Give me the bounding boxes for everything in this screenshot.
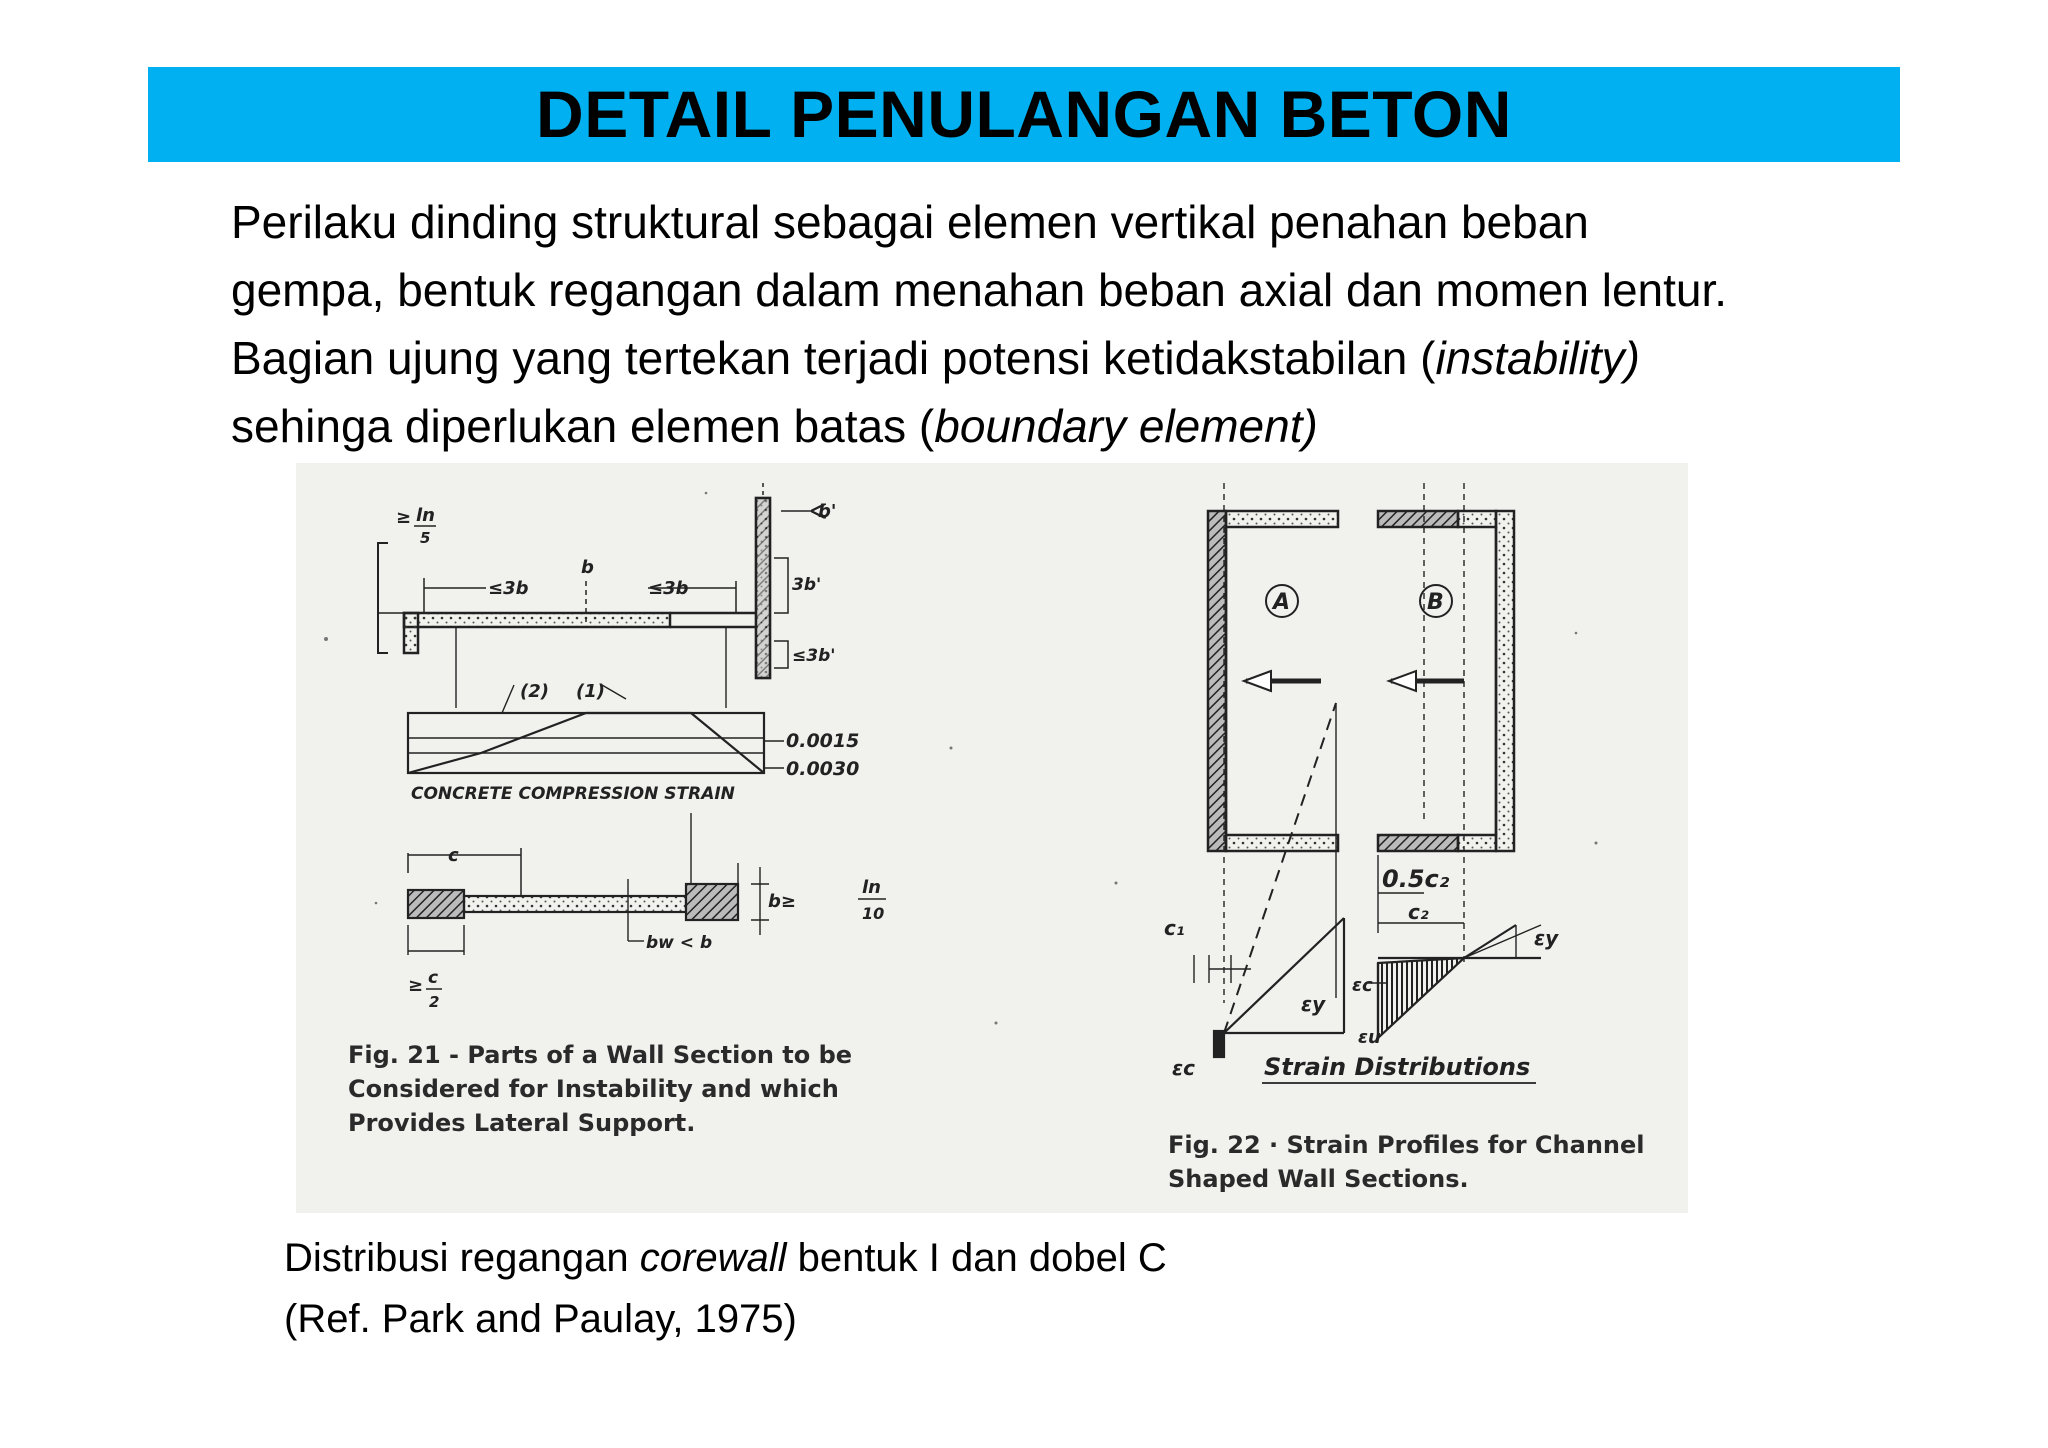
le3b-mid-label: ≤3b <box>648 578 689 599</box>
label-ey-right: εy <box>1534 926 1559 950</box>
label-1: (1) <box>576 681 605 702</box>
scan-noise <box>324 492 1598 1025</box>
intro-line-4-text: sehinga diperlukan elemen batas ( <box>231 400 935 452</box>
ln5-numerator: ln <box>416 505 435 526</box>
label-c2: c₂ <box>1408 900 1429 924</box>
fig22-caption-2: Shaped Wall Sections. <box>1168 1165 1469 1193</box>
label-ec-right: εc <box>1352 975 1373 996</box>
ln5-denominator: 5 <box>420 529 431 547</box>
fig21-wall-plan <box>378 483 811 678</box>
b-top-label: b <box>581 557 594 578</box>
svg-text:≥: ≥ <box>396 507 412 528</box>
label-05c2: 0.5c₂ <box>1382 865 1450 893</box>
fig21-caption-2: Considered for Instability and which <box>348 1075 839 1103</box>
bprime-label: b' <box>818 501 837 522</box>
ln10-numerator: ln <box>862 877 881 898</box>
boundary-element-term: boundary element) <box>934 400 1318 452</box>
instability-term: instability) <box>1435 332 1640 384</box>
fig21-wall-section <box>408 813 769 955</box>
intro-line-3-text: Bagian ujung yang tertekan terjadi potensi ketidakstabilan ( <box>231 332 1436 384</box>
fig22-labels-AB <box>1266 585 1452 924</box>
corewall-term: corewall <box>639 1236 787 1280</box>
label-eu: εu <box>1358 1027 1381 1048</box>
label-2: (2) <box>520 681 549 702</box>
fig21-strain-labels <box>411 681 859 804</box>
fig22-strain-profiles <box>1194 703 1541 1057</box>
c2-numerator: c <box>428 968 439 988</box>
caption-line-1-b: bentuk I dan dobel C <box>786 1236 1167 1280</box>
intro-line-1: Perilaku dinding struktural sebagai elemen vertikal penahan beban <box>231 196 1589 248</box>
bw-label: bw < b <box>646 933 713 953</box>
fig21-section-labels <box>408 845 886 1011</box>
label-ec-left: εc <box>1172 1056 1195 1080</box>
fig21-caption-3: Provides Lateral Support. <box>348 1109 696 1137</box>
c2-denominator: 2 <box>429 993 440 1011</box>
intro-paragraph <box>231 188 1911 460</box>
figure-caption <box>284 1228 1167 1350</box>
scanned-figure <box>296 463 1688 1213</box>
intro-line-4 <box>231 392 1911 460</box>
label-c1: c₁ <box>1164 916 1185 940</box>
label-A: A <box>1273 590 1291 615</box>
caption-line-1-a: Distribusi regangan <box>284 1236 640 1280</box>
svg-text:≥: ≥ <box>408 975 424 996</box>
ln10-denominator: 10 <box>862 904 885 923</box>
fig22-channel-walls <box>1208 483 1514 1003</box>
slide-title: DETAIL PENULANGAN BETON <box>536 77 1512 151</box>
le3b-left-label: ≤3b <box>488 578 529 599</box>
intro-line-3 <box>231 324 1911 392</box>
b-ge-label: b≥ <box>768 891 796 912</box>
le3bprime-label: ≤3b' <box>792 646 836 666</box>
concrete-strain-title: CONCRETE COMPRESSION STRAIN <box>411 784 735 804</box>
label-ey-left: εy <box>1301 992 1326 1016</box>
caption-reference: (Ref. Park and Paulay, 1975) <box>284 1297 797 1341</box>
figure-drawing <box>296 463 1688 1213</box>
label-B: B <box>1427 590 1444 615</box>
fig22-caption-1: Fig. 22 · Strain Profiles for Channel <box>1168 1131 1645 1159</box>
fig21-caption <box>348 1041 852 1137</box>
title-bar <box>148 67 1900 162</box>
strain-0015: 0.0015 <box>786 730 860 752</box>
intro-line-2: gempa, bentuk regangan dalam menahan beban axial dan momen lentur. <box>231 264 1728 316</box>
caption-line-1 <box>284 1228 1167 1289</box>
3bprime-label: 3b' <box>792 575 822 595</box>
fig22-caption <box>1168 1131 1645 1193</box>
c-label: c <box>448 845 459 866</box>
strain-distributions-title: Strain Distributions <box>1264 1053 1531 1081</box>
fig21-caption-1: Fig. 21 - Parts of a Wall Section to be <box>348 1041 853 1069</box>
strain-0030: 0.0030 <box>786 758 860 780</box>
